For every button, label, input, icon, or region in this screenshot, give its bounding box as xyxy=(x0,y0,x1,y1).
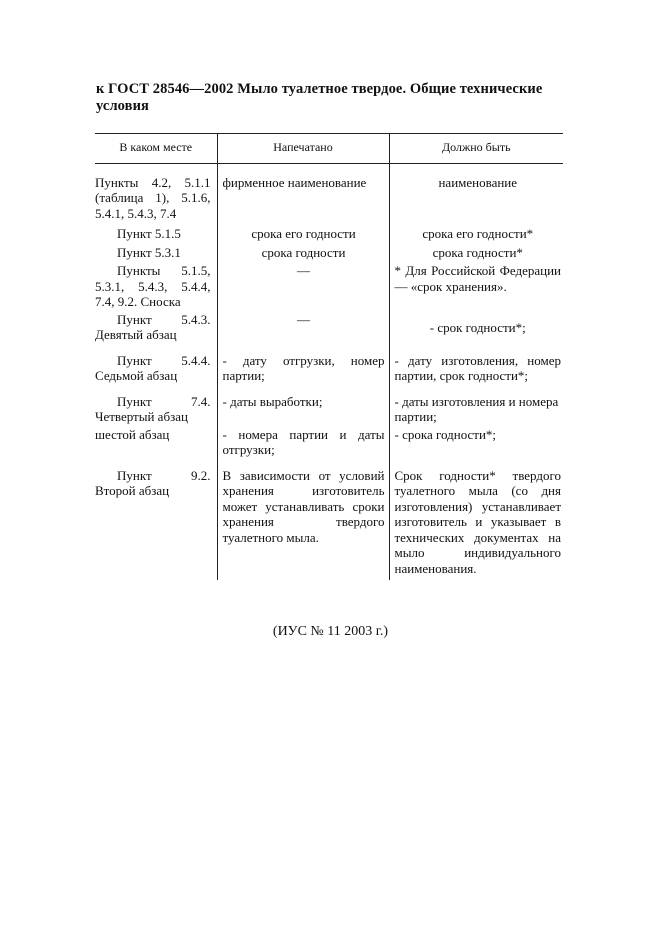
table-row xyxy=(95,425,563,458)
row-printed: - дату отгрузки, номер партии; xyxy=(217,343,389,384)
row-should-be: - срок годности*; xyxy=(389,310,563,343)
table-header-row xyxy=(95,134,563,164)
table-row xyxy=(95,343,563,384)
header-place: В каком месте xyxy=(95,134,217,164)
row-should-be: срока годности* xyxy=(389,242,563,261)
document-title: к ГОСТ 28546—2002 Мыло туалетное твердое. Общие технические условия xyxy=(96,81,543,114)
row-place: Пункты 5.1.5, 5.3.1, 5.4.3, 5.4.4, 7.4, 9.2. Сноска xyxy=(95,263,211,309)
table-row xyxy=(95,458,563,581)
row-should-be: - срока годности*; xyxy=(389,425,563,458)
table-row xyxy=(95,242,563,261)
row-place: Пункт 5.4.3. Девятый абзац xyxy=(95,311,211,342)
row-printed: — xyxy=(217,260,389,310)
row-place: Пункт 5.4.4. Седьмой абзац xyxy=(95,352,211,383)
footer-note: (ИУС № 11 2003 г.) xyxy=(272,624,389,639)
row-printed: срока его годности xyxy=(217,221,389,242)
row-printed: фирменное наименование xyxy=(217,163,389,221)
row-printed: - даты выработки; xyxy=(217,384,389,425)
row-printed: В зависимости от условий хранения изготовитель может устанавливать сроки хранения твердого туалетного мыла. xyxy=(217,458,389,581)
row-should-be: - дату изготовления, номер партии, срок годности*; xyxy=(389,343,563,384)
row-place: Пункт 5.3.1 xyxy=(117,244,181,260)
row-should-be: - даты изготовления и номера партии; xyxy=(389,384,563,425)
row-should-be: * Для Российской Федерации — «срок хранения». xyxy=(389,260,563,310)
table-row xyxy=(95,260,563,310)
row-should-be: Срок годности* твердого туалетного мыла (со дня изготовления) устанавливает изготовитель и указывает в технических документах на мыло индивидуального наименования. xyxy=(389,458,563,581)
row-printed: — xyxy=(217,310,389,343)
table-row xyxy=(95,310,563,343)
errata-table xyxy=(95,133,563,580)
row-should-be: срока его годности* xyxy=(389,221,563,242)
row-place: шестой абзац xyxy=(95,426,170,442)
row-should-be: наименование xyxy=(389,163,563,221)
row-place: Пункт 9.2. Второй абзац xyxy=(95,467,211,498)
row-printed: срока годности xyxy=(217,242,389,261)
header-printed: Напечатано xyxy=(217,134,389,164)
row-place: Пункт 5.1.5 xyxy=(117,226,181,241)
table-row xyxy=(95,384,563,425)
table-row xyxy=(95,221,563,242)
row-printed: - номера партии и даты отгрузки; xyxy=(217,425,389,458)
table-row xyxy=(95,163,563,221)
row-place: Пункты 4.2, 5.1.1 (таблица 1), 5.1.6, 5.4.1, 5.4.3, 7.4 xyxy=(95,174,211,221)
header-should-be: Должно быть xyxy=(389,134,563,164)
row-place: Пункт 7.4. Четвертый абзац xyxy=(95,393,211,424)
